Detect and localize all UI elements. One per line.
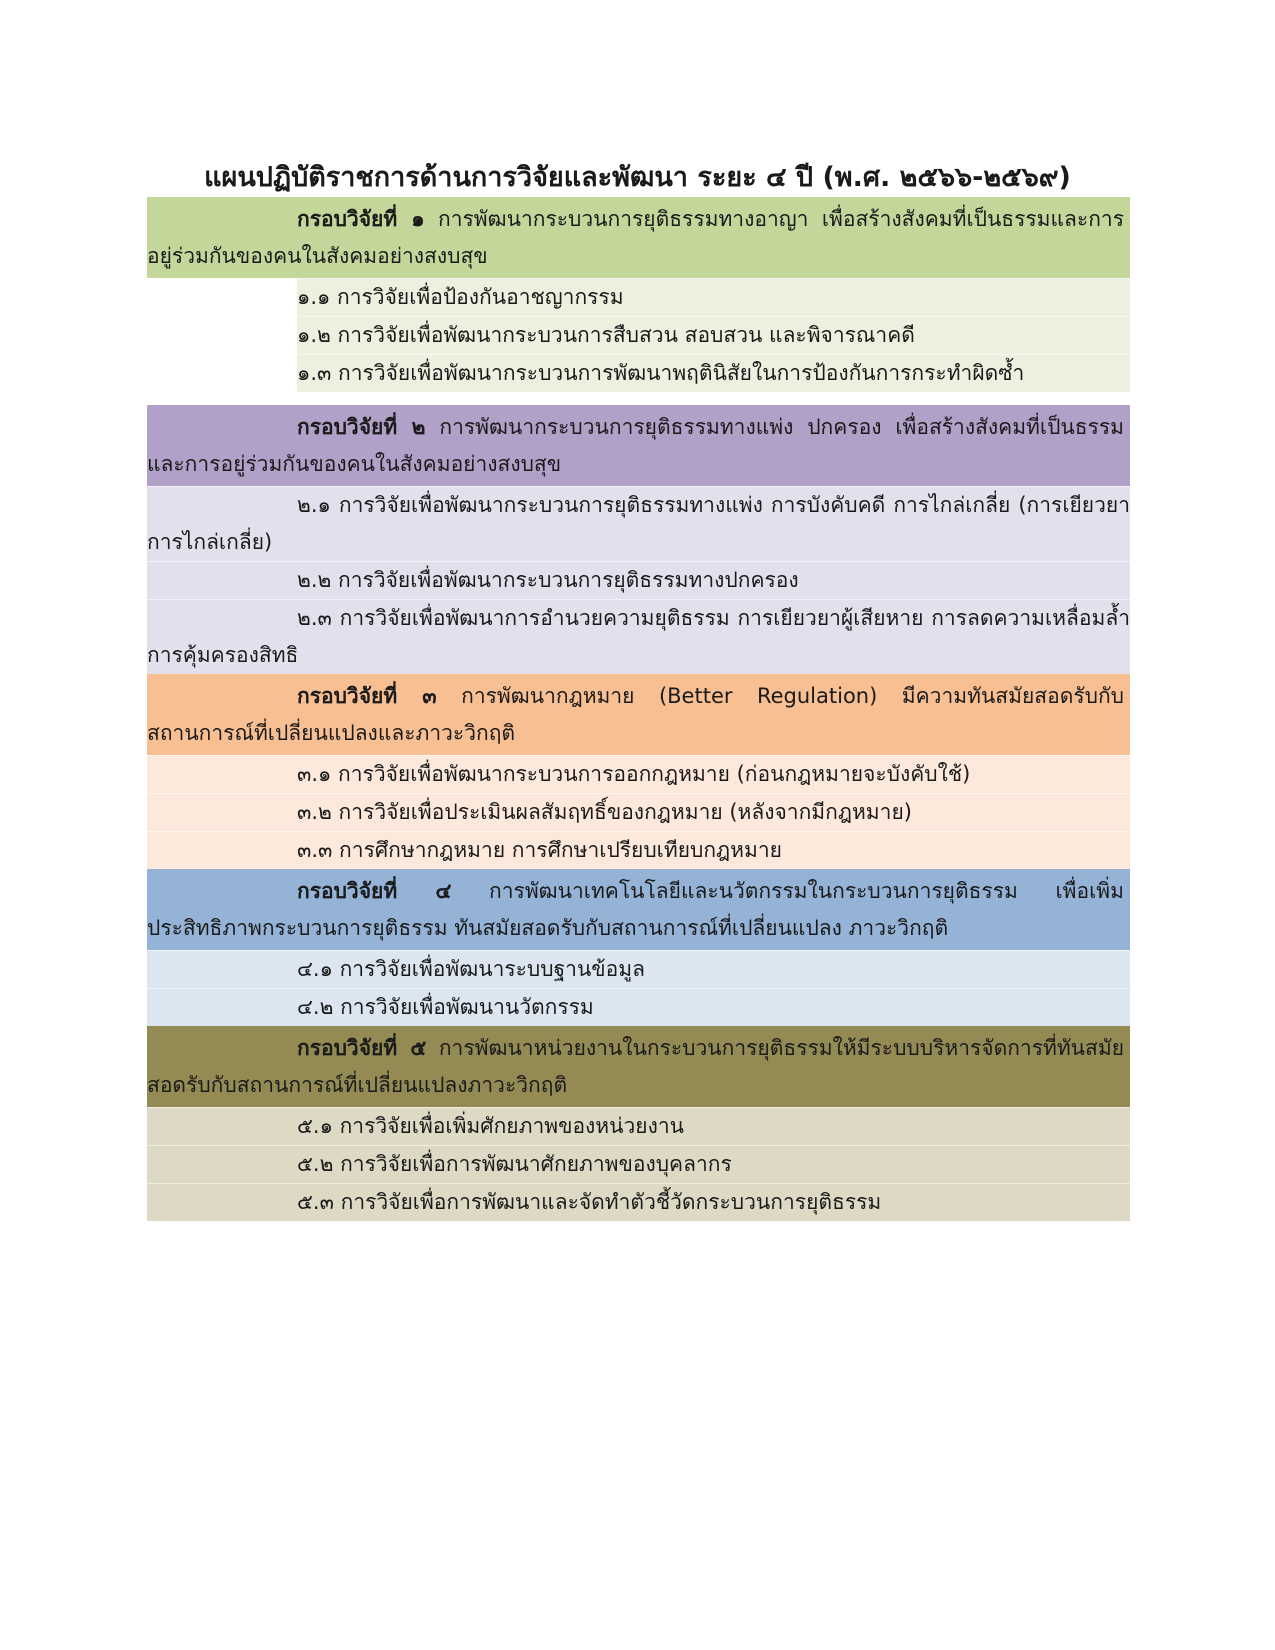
item-text: ๑.๒ การวิจัยเพื่อพัฒนากระบวนการสืบสวน สอบสวน และพิจารณาคดี [297,323,915,347]
item-text: ๕.๑ การวิจัยเพื่อเพิ่มศักยภาพของหน่วยงาน [297,1114,685,1138]
item-text: ๒.๓ การวิจัยเพื่อพัฒนาการอำนวยความยุติธรรม การเยียวยาผู้เสียหาย การลดความเหลื่อมล้ำการคุ้มครองสิทธิ [147,606,1130,667]
framework-label: กรอบวิจัยที่ ๑ [297,207,425,231]
item-text: ๓.๒ การวิจัยเพื่อประเมินผลสัมฤทธิ์ของกฎหมาย (หลังจากมีกฎหมาย) [297,800,912,824]
framework-description: การพัฒนาหน่วยงานในกระบวนการยุติธรรมให้มีระบบบริหารจัดการที่ทันสมัยสอดรับกับสถานการณ์ที่เปลี่ยนแปลงภาวะวิกฤติ [147,1036,1125,1097]
framework-item [147,793,1130,831]
framework-header [147,1026,1130,1107]
framework-item [147,831,1130,869]
item-text: ๔.๒ การวิจัยเพื่อพัฒนานวัตกรรม [297,995,594,1019]
research-framework-table [147,197,1130,1221]
framework-label: กรอบวิจัยที่ ๔ [297,879,452,903]
framework-header [147,674,1130,755]
framework-header [147,197,1130,278]
item-text: ๕.๓ การวิจัยเพื่อการพัฒนาและจัดทำตัวชี้วัดกระบวนการยุติธรรม [297,1190,882,1214]
framework-header [147,405,1130,486]
item-text: ๕.๒ การวิจัยเพื่อการพัฒนาศักยภาพของบุคลากร [297,1152,732,1176]
item-text: ๓.๑ การวิจัยเพื่อพัฒนากระบวนการออกกฎหมาย (ก่อนกฎหมายจะบังคับใช้) [297,762,971,786]
framework-item [147,599,1130,674]
framework-item [147,950,1130,988]
framework-2 [147,405,1130,674]
item-text: ๒.๒ การวิจัยเพื่อพัฒนากระบวนการยุติธรรมทางปกครอง [297,568,799,592]
framework-label: กรอบวิจัยที่ ๕ [297,1036,427,1060]
framework-description: การพัฒนาเทคโนโลยีและนวัตกรรมในกระบวนการยุติธรรม เพื่อเพิ่มประสิทธิภาพกระบวนการยุติธรรม ทันสมัยสอดรับกับสถานการณ์ที่เปลี่ยนแปลง ภาวะวิกฤติ [147,879,1124,940]
item-text: ๑.๑ การวิจัยเพื่อป้องกันอาชญากรรม [297,285,624,309]
framework-item [297,278,1130,316]
framework-1 [147,197,1130,392]
item-text: ๑.๓ การวิจัยเพื่อพัฒนากระบวนการพัฒนาพฤตินิสัยในการป้องกันการกระทำผิดซ้ำ [297,361,1025,385]
framework-4 [147,869,1130,1026]
item-text: ๔.๑ การวิจัยเพื่อพัฒนาระบบฐานข้อมูล [297,957,645,981]
page-title: แผนปฏิบัติราชการด้านการวิจัยและพัฒนา ระยะ ๔ ปี (พ.ศ. ๒๕๖๖-๒๕๖๙) [204,162,1071,193]
framework-header [147,869,1130,950]
framework-item [147,755,1130,793]
framework-item [147,486,1130,561]
framework-description: การพัฒนากระบวนการยุติธรรมทางแพ่ง ปกครอง เพื่อสร้างสังคมที่เป็นธรรมและการอยู่ร่วมกันของคนในสังคมอย่างสงบสุข [147,415,1124,476]
item-text: ๓.๓ การศึกษากฎหมาย การศึกษาเปรียบเทียบกฎหมาย [297,838,782,862]
framework-5 [147,1026,1130,1221]
framework-item [147,1107,1130,1145]
framework-description: การพัฒนากระบวนการยุติธรรมทางอาญา เพื่อสร้างสังคมที่เป็นธรรมและการอยู่ร่วมกันของคนในสังคมอย่างสงบสุข [147,207,1124,268]
framework-item [147,988,1130,1026]
item-text: ๒.๑ การวิจัยเพื่อพัฒนากระบวนการยุติธรรมทางแพ่ง การบังคับคดี การไกล่เกลี่ย (การเยียวยาการไกล่เกลี่ย) [147,493,1130,554]
framework-item [147,1183,1130,1221]
framework-item [147,1145,1130,1183]
framework-description: การพัฒนากฎหมาย (Better Regulation) มีความทันสมัยสอดรับกับสถานการณ์ที่เปลี่ยนแปลงและภาวะวิกฤติ [147,684,1124,745]
framework-item [297,354,1130,392]
framework-item [297,316,1130,354]
framework-label: กรอบวิจัยที่ ๒ [297,415,426,439]
framework-label: กรอบวิจัยที่ ๓ [297,684,437,708]
framework-3 [147,674,1130,869]
framework-item [147,561,1130,599]
